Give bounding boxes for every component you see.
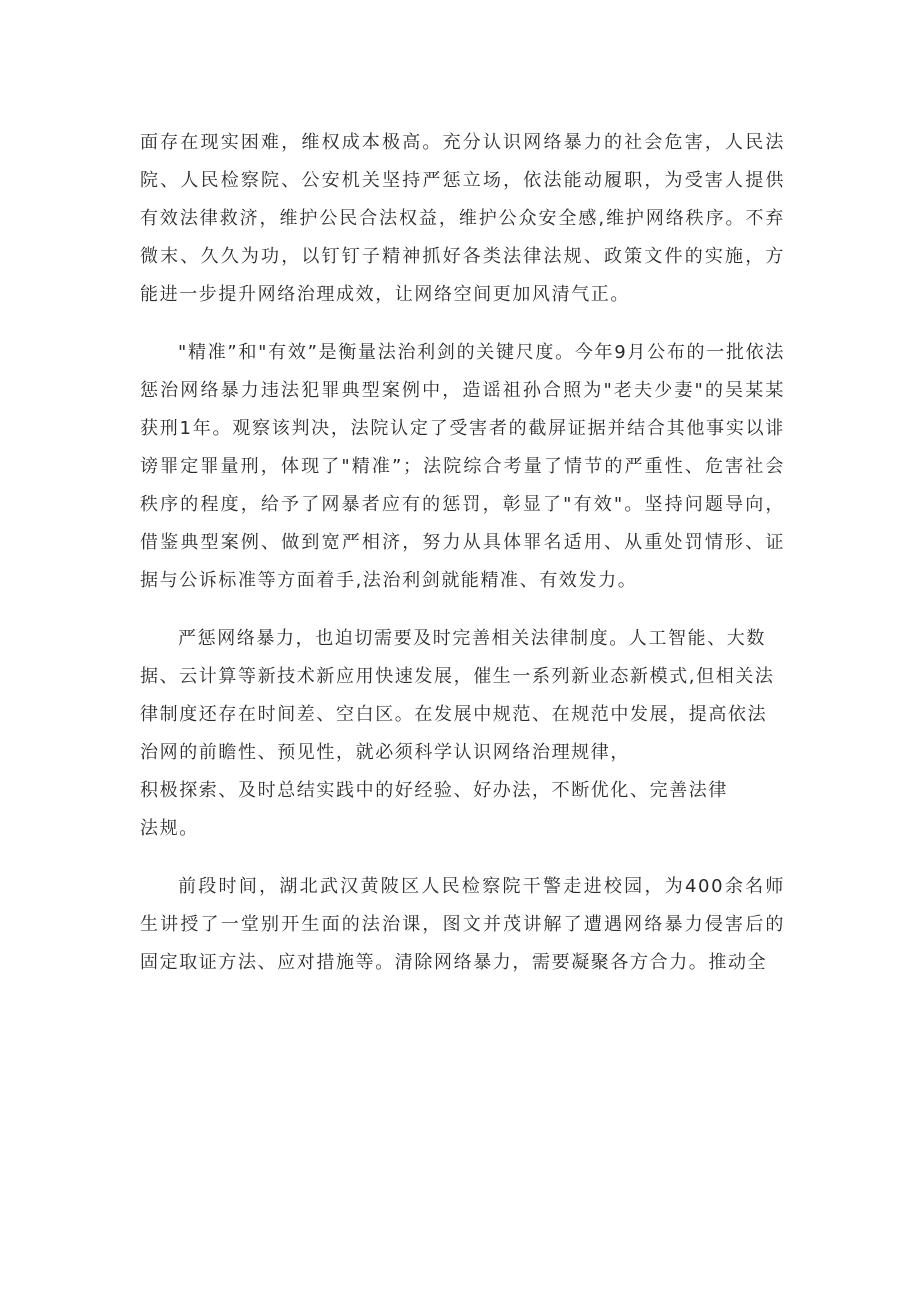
paragraph-2: "精准”和"有效”是衡量法治利剑的关键尺度。今年9月公布的一批依法惩治网络暴力违法犯罪典型案例中，造谣祖孙合照为"老夫少妻"的吴某某获刑1年。观察该判决，法院认定了受害者的截屏证据并结合其他事实以诽谤罪定罪量刑，体现了"精准”；法院综合考量了情节的严重性、危害社会秩序的程度，给予了网暴者应有的惩罚，彰显了"有效"。坚持问题导向，借鉴典型案例、做到宽严相济，努力从具体罪名适用、从重处罚情形、证据与公诉标准等方面着手,法治利剑就能精准、有效发力。 xyxy=(140,342,785,591)
paragraph-3-line-1: 严惩网络暴力，也迫切需要及时完善相关法律制度。人工智能、大数 xyxy=(178,628,766,649)
paragraph-3-line-4: 治网的前瞻性、预见性，就必须科学认识网络治理规律， xyxy=(140,742,630,763)
paragraph-3-line-3: 律制度还存在时间差、空白区。在发展中规范、在规范中发展，提高依法 xyxy=(140,704,768,725)
paragraph-3 xyxy=(140,620,785,848)
document-body xyxy=(140,124,785,1002)
paragraph-3-line-2: 据、云计算等新技术新应用快速发展，催生一系列新业态新模式,但相关法 xyxy=(140,666,775,687)
paragraph-3-line-6: 法规。 xyxy=(140,818,199,839)
paragraph-3-line-5: 积极探索、及时总结实践中的好经验、好办法，不断优化、完善法律 xyxy=(140,780,728,801)
paragraph-4: 前段时间，湖北武汉黄陂区人民检察院干警走进校园，为400余名师生讲授了一堂别开生面的法治课，图文并茂讲解了遭遇网络暴力侵害后的固定取证方法、应对措施等。清除网络暴力，需要凝聚各方合力。推动全 xyxy=(140,876,785,973)
paragraph-1: 面存在现实困难，维权成本极高。充分认识网络暴力的社会危害，人民法院、人民检察院、公安机关坚持严惩立场，依法能动履职，为受害人提供有效法律救济，维护公民合法权益，维护公众安全感,维护网络秩序。不弃微末、久久为功，以钉钉子精神抓好各类法律法规、政策文件的实施，方能进一步提升网络治理成效，让网络空间更加风清气正。 xyxy=(140,132,785,305)
